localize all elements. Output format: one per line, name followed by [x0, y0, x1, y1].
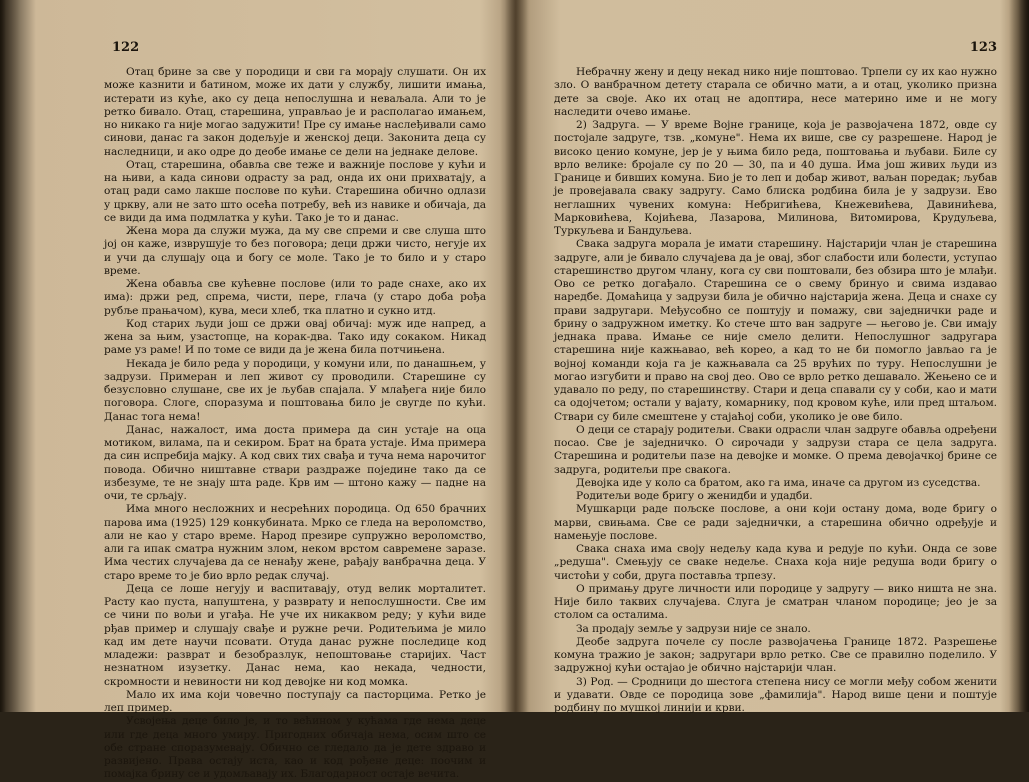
- paragraph: Некада је било реда у породици, у комуни или, по данашњем, у задрузи. Примеран и леп живот су проводили. Старешине су безусловно слушане, све их је љубав спајала. У млађега није било поговора. Слоге, споразума и поштовања било је свугде по кући. Данас тога нема!: [104, 357, 486, 423]
- paragraph: Отац брине за све у породици и сви га морају слушати. Он их може казнити и батином, може их дати у службу, лишити имања, истерати из куће, ако су деца непослушна и неваљала. Али то је ретко бивало. Отац, старешина, управљао је и располагао имањем, но никако га није могао задужити! Пре су имање наслеђивали само синови, данас га закон додељује и женској деци. Законита деца су наследници, и ако одре до деобе имање се дели на једнаке делове.: [104, 66, 486, 158]
- paragraph: Девојка иде у коло са братом, ако га има, иначе са другом из суседства.: [576, 476, 981, 489]
- paragraph: Отац, старешина, обавља све теже и важније послове у кући и на њиви, а када синови одрасту за рад, онда их они прихватају, а отац ради само лакше послове по кући. Старешина обично одлази у цркву, али не зато што осећа потребу, већ из навике и обичаја, да се види да има подмлатка у кући. Тако је то и данас.: [104, 158, 486, 224]
- paragraph: Код старих људи још се држи овај обичај: муж иде напред, а жена за њим, узастопце, на корак-два. Тако иду сокаком. Никад раме уз раме! И по томе се види да је жена била потчињена.: [104, 317, 486, 357]
- paragraph: Жена обавља све кућевне послове (или то раде снахе, ако их има): држи ред, спрема, чисти, пере, глача (у старо доба рођа рубље прањачом), кува, меси хлеб, тка платно и сукно итд.: [104, 278, 486, 317]
- paragraph: Свака задруга морала је имати старешину. Најстарији члан је старешина задруге, али је бивало случајева да је овај, због слабости или болести, уступао старешинство другом члану, кога су сви поштовали, без обзира што је млађи. Ово се ретко догађало. Старешина се о свему бринуо и свима издавао наредбе. Домаћица у задрузи била је обично најстарија жена. Деца и снахе су прави задругари. Међусобно се поштују и помажу, сви заједнички раде и брину о задружном иметку. Ко стече што ван задруге — његово је. Сви имају једнака права. Имање се није смело делити. Непослушног задругара старешина није кажњавао, већ кореo, а кад то не би помогло јављао га је војној команди која га је кажњавала са 25 врућих по туру. Непослушни је могао изгубити и право на свој део. Ово се врло ретко дешавало. Жењено се и удавало по реду, по старешинству. Стари и деца спавали су у соби, као и мати са одојчетом; остали у вајату, комарнику, под кровом куће, или пред штаљом. Ствари су биле смештене у стајаћој соби, уколико је ове било.: [554, 238, 997, 423]
- paragraph: Жена мора да служи мужа, да му све спреми и све слуша што јој он каже, изврушује то без поговора; деци држи чисто, негује их и учи да слушају оца и богу се моле. Тако је то било и у старо време.: [104, 225, 486, 277]
- paragraph: Усвојења деце било је, и то већином у кућама где нема деце или где деца много умиру. Пригодних обичаја нема, осим што се обе стране споразумевају. Обично се гледало да је дете здраво и развијено. Права остају иста, као и код рођене деце: поочим и помајка брину се и удомљавају их. Благодарност остаје вечита.: [104, 715, 486, 781]
- paragraph: Данас, нажалост, има доста примера да син устаје на оца мотиком, вилама, па и секиром. Брат на брата устаје. Има примера да син испребија мајку. А код свих тих свађа и туча нема нарочитог повода. Обично ништавне ствари раздраже поједине тако да се избезуме, те не знају шта раде. Крв им — штоно кажу — падне на очи, те срљају.: [104, 423, 486, 502]
- paragraph: Мушкарци раде пољске послове, а они који остану дома, воде бригу о марви, свињама. Све се ради заједнички, а старешина обично одређује и намењује послове.: [554, 503, 997, 542]
- page-number: 123: [969, 40, 997, 55]
- paragraph: Небрачну жену и децу некад нико није поштовао. Трпели су их као нужно зло. О ванбрачном детету старала се обично мати, а и отац, уколико призна дете за своје. Ако их отац не адоптира, несе материно име и не могу наследити очево имање.: [554, 66, 997, 118]
- paragraph: Родитељи воде бригу о женидби и удадби.: [576, 490, 813, 502]
- paragraph: Деобе задруга почеле су после развојачења Границе 1872. Разрешење комуна тражио је закон; задругари врло ретко. Све се правилно поделило. У задружној кући остајао је обично најстарији члан.: [554, 635, 997, 675]
- paragraph: Свака снаха има своју недељу када кува и редује по кући. Онда се зове „редуша". Смењују се сваке недеље. Снаха која није редуша води бригу о чистоћи у соби, друга поставља трпезу.: [554, 543, 997, 582]
- paragraph: Има много несложних и несрећних породица. Од 650 брачних парова има (1925) 129 конкубината. Мрко се гледа на вероломство, али не као у старо време. Народ презире супружно вероломство, али га ипак сматра нужним злом, неком врстом савремене заразе. Има честих случајева да се ненађу жене, рађају ванбрачна деца. У старо време то је био врло редак случај.: [104, 503, 486, 582]
- paragraph: Мало их има који човечно поступају са пасторцима. Ретко је леп пример.: [104, 688, 486, 714]
- paragraph: 2) Задруга. — У време Војне границе, која је развојачена 1872, овде су постојале задруге, тзв. „комуне". Нема их више, све су разрешене. Народ је високо ценио комуне, јер је у њима било реда, поштовања и љубави. Биле су врло велике: бројале су по 20 — 30, па и 40 душа. Има још живих људи из Границе и бивших комуна. Био је то леп и добар живот, ваљан поредак; љубав је провејавала сваку задругу. Само блиска родбина била је у задрузи. Ево неглашних чувених комуна: Небригићева, Кнежевићева, Давинићева, Марковићева, Којићева, Лазарова, Милинова, Витомирова, Крудуљева, Туркуљева и Бандуљева.: [554, 119, 997, 237]
- paragraph: О деци се старају родитељи. Сваки одрасли члан задруге обавља одређени посао. Све је заједничко. О сирочади у задрузи стара се цела задруга. Старешина и родитељи пазе на девојке и момке. О према девојачкој брине се задруга, родитељи пре свакога.: [554, 423, 997, 476]
- page-body: [554, 66, 997, 715]
- page-body: [104, 66, 486, 782]
- right-page: [516, 0, 1029, 712]
- paragraph: 3) Род. — Сродници до шестога степена нису се могли међу собом женити и удавати. Овде се породица зове „фамилија". Народ више цени и поштује родбину по мушкој линији и крви.: [554, 675, 997, 714]
- left-page: [0, 0, 514, 781]
- paragraph: О примању друге личности или породице у задругу — вико ништа не зна. Није било таквих случајева. Слуга је сматран чланом породице; јео је за столом са осталима.: [554, 582, 997, 622]
- paragraph: Деца се лоше негују и васпитавају, отуд велик морталитет. Расту као пуста, напуштена, у разврату и непослушности. Све им се чини по вољи и угађа. Не уче их никаквом реду; у кући виде рђав пример и слушају свађе и ружне речи. Родитељима је мило кад им дете научи псовати. Отуда данас ружне последице код младежи: разврат и безобразлук, непоштовање старијих. Част незнатном изузетку. Данас нема, као некада, чедности, скромности и невиности ни код девојке ни код момка.: [104, 582, 486, 688]
- page-number: 122: [112, 40, 140, 55]
- paragraph: За продају земље у задрузи није се знало.: [576, 622, 811, 635]
